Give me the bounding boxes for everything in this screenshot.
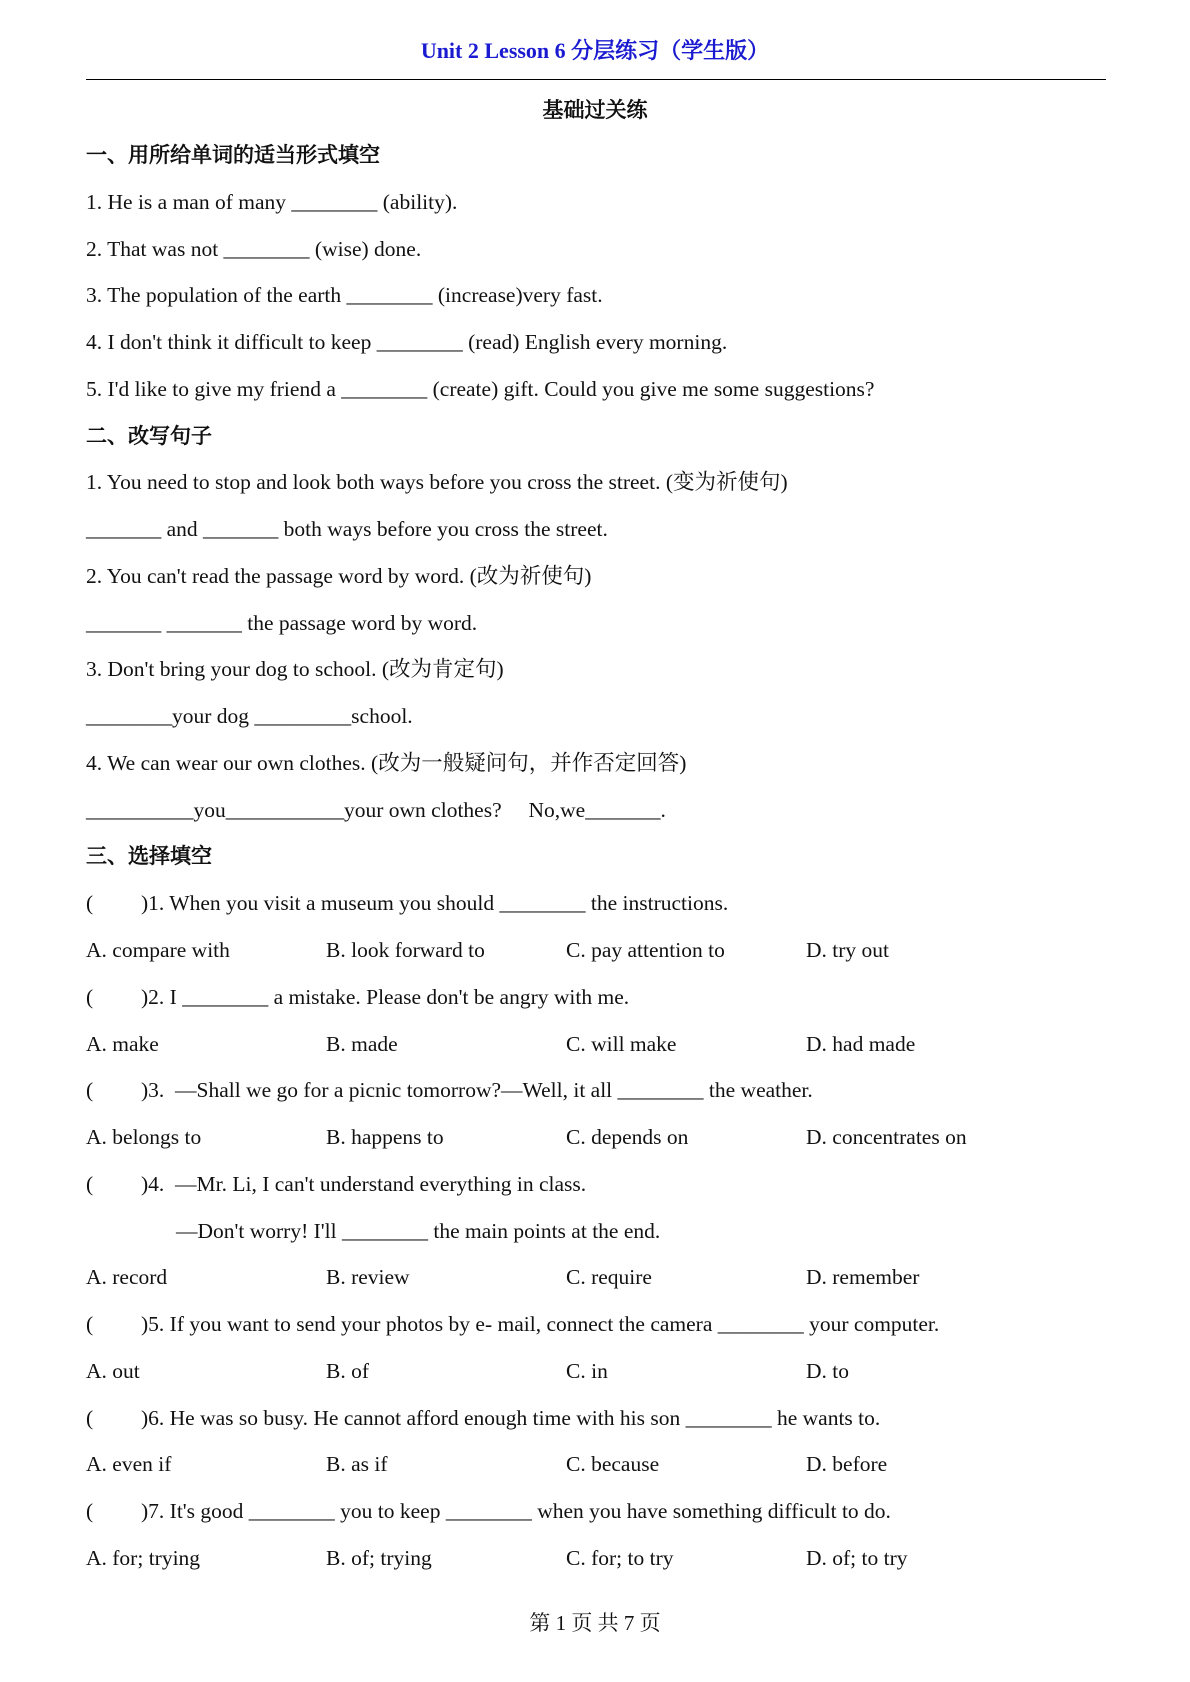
section-heading: 三、选择填空 [86, 844, 212, 869]
mc-question-text: )2. I ________ a mistake. Please don't be angry with me. [141, 984, 630, 1009]
document-title: Unit 2 Lesson 6 分层练习（学生版） [420, 38, 770, 63]
mc-options [86, 1254, 1116, 1301]
worksheet-body [86, 132, 1116, 1582]
rewrite-answer-line: _______ _______ the passage word by word. [86, 610, 478, 635]
mc-question [86, 1067, 1116, 1114]
mc-question-text: )1. When you visit a museum you should ________ the instructions. [141, 891, 729, 916]
section-heading: 二、改写句子 [86, 423, 212, 448]
mc-question-text: )4. —Mr. Li, I can't understand everything in class. [141, 1171, 587, 1196]
mc-option: D. had made [806, 1031, 916, 1056]
mc-option: D. concentrates on [806, 1125, 967, 1150]
mc-option: B. review [326, 1265, 410, 1290]
answer-bracket: ( [86, 1171, 94, 1196]
mc-question-text: )6. He was so busy. He cannot afford enough time with his son ________ he wants to. [141, 1405, 881, 1430]
mc-option: D. of; to try [806, 1545, 908, 1570]
answer-bracket: ( [86, 1499, 94, 1524]
rewrite-question: 4. We can wear our own clothes. (改为一般疑问句，并作否定回答) [86, 750, 687, 775]
rewrite-answer-line: ________your dog _________school. [86, 704, 413, 729]
mc-option: A. make [86, 1031, 159, 1056]
mc-option: C. will make [566, 1031, 677, 1056]
answer-bracket: ( [86, 1078, 94, 1103]
mc-option: A. record [86, 1265, 168, 1290]
mc-question [86, 974, 1116, 1021]
mc-option: D. remember [806, 1265, 920, 1290]
mc-options [86, 1348, 1116, 1395]
mc-option: A. even if [86, 1452, 172, 1477]
mc-option: B. look forward to [326, 938, 485, 963]
fill-in-item: 5. I'd like to give my friend a ________ (create) gift. Could you give me some suggestions? [86, 376, 875, 401]
answer-bracket: ( [86, 1405, 94, 1430]
mc-question-continuation: —Don't worry! I'll ________ the main points at the end. [176, 1218, 661, 1243]
mc-option: B. of [326, 1358, 369, 1383]
mc-option: A. out [86, 1358, 140, 1383]
mc-options [86, 1441, 1116, 1488]
mc-options [86, 1114, 1116, 1161]
fill-in-item: 1. He is a man of many ________ (ability). [86, 189, 458, 214]
answer-bracket: ( [86, 891, 94, 916]
mc-question [86, 880, 1116, 927]
mc-option: A. belongs to [86, 1125, 202, 1150]
mc-question [86, 1161, 1116, 1208]
multiple-choice-list [86, 880, 1116, 1581]
page-footer: 第 1 页 共 7 页 [529, 1611, 661, 1635]
mc-options [86, 927, 1116, 974]
mc-option: C. require [566, 1265, 652, 1290]
mc-option: C. depends on [566, 1125, 689, 1150]
mc-option: C. in [566, 1358, 608, 1383]
fill-in-item: 3. The population of the earth ________ (increase)very fast. [86, 283, 603, 308]
mc-option: D. before [806, 1452, 888, 1477]
section-heading: 一、用所给单词的适当形式填空 [86, 143, 380, 167]
mc-options [86, 1021, 1116, 1068]
mc-option: B. happens to [326, 1125, 444, 1150]
section-group-title: 基础过关练 [542, 98, 648, 122]
mc-option: C. pay attention to [566, 938, 725, 963]
mc-option: B. of; trying [326, 1545, 432, 1570]
rewrite-answer-line: _______ and _______ both ways before you cross the street. [86, 517, 608, 542]
rewrite-question: 1. You need to stop and look both ways before you cross the street. (变为祈使句) [86, 470, 788, 495]
mc-options [86, 1535, 1116, 1582]
fill-in-item: 2. That was not ________ (wise) done. [86, 236, 422, 261]
mc-option: D. try out [806, 938, 890, 963]
mc-option: A. compare with [86, 938, 230, 963]
mc-option: B. as if [326, 1452, 388, 1477]
mc-question-text: )5. If you want to send your photos by e- mail, connect the camera ________ your computer. [141, 1312, 940, 1337]
mc-question-text: )7. It's good ________ you to keep ________ when you have something difficult to do. [141, 1499, 891, 1524]
mc-question-text: )3. —Shall we go for a picnic tomorrow?—Well, it all ________ the weather. [141, 1078, 813, 1103]
rewrite-question: 3. Don't bring your dog to school. (改为肯定句) [86, 657, 504, 682]
mc-question [86, 1395, 1116, 1442]
mc-question [86, 1488, 1116, 1535]
rewrite-answer-line: __________you___________your own clothes? No,we_______. [86, 797, 666, 822]
answer-bracket: ( [86, 984, 94, 1009]
mc-option: D. to [806, 1358, 849, 1383]
header-rule [86, 79, 1106, 80]
answer-bracket: ( [86, 1312, 94, 1337]
mc-option: C. because [566, 1452, 660, 1477]
mc-option: A. for; trying [86, 1545, 201, 1570]
mc-option: B. made [326, 1031, 398, 1056]
mc-option: C. for; to try [566, 1545, 674, 1570]
rewrite-question: 2. You can't read the passage word by word. (改为祈使句) [86, 563, 592, 588]
mc-question [86, 1301, 1116, 1348]
fill-in-item: 4. I don't think it difficult to keep ________ (read) English every morning. [86, 330, 728, 355]
